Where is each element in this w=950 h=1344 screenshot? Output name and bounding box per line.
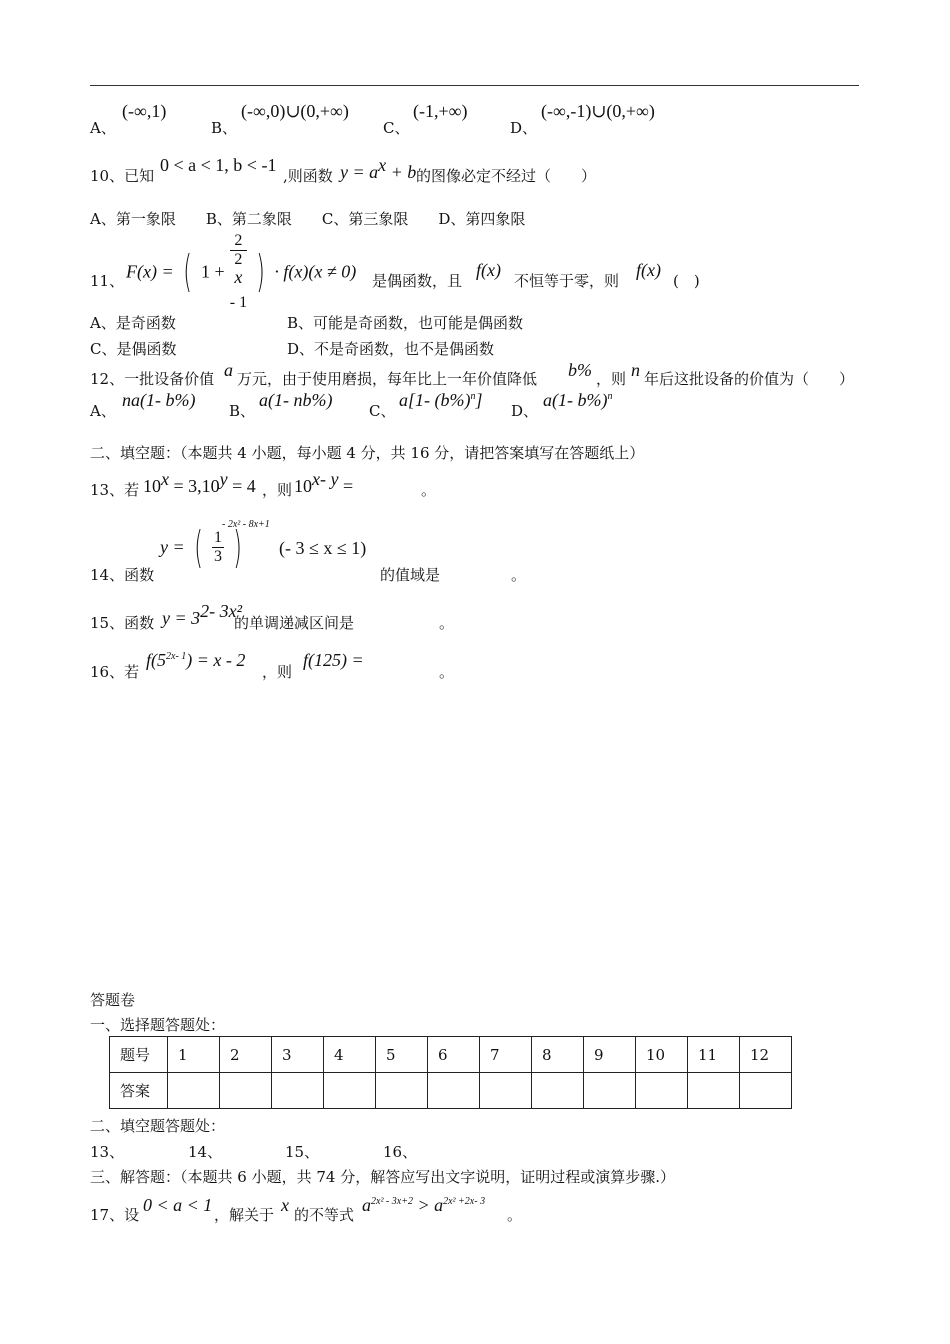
q9-a-value: (-∞,1)	[122, 101, 167, 121]
q10-num: 10、已知	[90, 167, 155, 185]
q11-option-b: B、可能是奇函数，也可能是偶函数	[287, 314, 524, 332]
answer-part-2: 二、填空题答题处：	[90, 1117, 226, 1135]
q11-num: 11、	[90, 272, 125, 290]
q14-formula: y = ( $\frac{1}{3}$ )	[160, 522, 242, 573]
answer-cell[interactable]	[168, 1073, 220, 1109]
answer-table-header-row	[110, 1037, 792, 1073]
answer-label: 答案	[110, 1073, 168, 1109]
blank-15: 15、	[285, 1143, 320, 1161]
q10-condition: 0 < a < 1, b < -1	[160, 155, 277, 175]
q13-end: 。	[421, 481, 437, 499]
question-number: 8	[532, 1037, 584, 1073]
q10-function: $y = a^x + b$	[340, 155, 417, 182]
header-label: 题号	[110, 1037, 168, 1073]
question-number: 10	[636, 1037, 688, 1073]
q17-text2: 的不等式	[294, 1206, 355, 1224]
answer-cell[interactable]	[636, 1073, 688, 1109]
answer-cell[interactable]	[220, 1073, 272, 1109]
q12-a-value: na(1- b%)	[122, 390, 196, 410]
q17-num: 17、设	[90, 1206, 140, 1224]
q16-condition: $f(5^{2x- 1}) = x - 2$	[146, 650, 246, 670]
q14-text: 的值域是	[380, 566, 441, 584]
q12-b-label: B、	[229, 402, 256, 420]
question-number: 2	[220, 1037, 272, 1073]
question-number: 7	[480, 1037, 532, 1073]
q9-d-value: (-∞,-1)∪(0,+∞)	[541, 101, 655, 121]
question-number: 11	[688, 1037, 740, 1073]
question-number: 4	[324, 1037, 376, 1073]
q13-condition: $10^x = 3,10^y = 4$	[143, 469, 256, 496]
q15-text: 的单调递减区间是	[234, 614, 355, 632]
q9-c-label: C、	[383, 119, 410, 137]
section-2-heading: 二、填空题：（本题共 4 小题，每小题 4 分，共 16 分，请把答案填写在答题纸上）	[90, 444, 645, 462]
q16-expr: f(125) =	[303, 650, 364, 670]
blank-14: 14、	[188, 1143, 223, 1161]
top-rule	[90, 85, 859, 86]
q9-c-value: (-1,+∞)	[413, 101, 468, 121]
q17-end: 。	[507, 1206, 523, 1224]
q16-num: 16、若	[90, 663, 140, 681]
answer-sheet-title: 答题卷	[90, 991, 136, 1009]
question-number: 3	[272, 1037, 324, 1073]
q14-exponent: - 2x² - 8x+1	[222, 519, 270, 530]
answer-cell[interactable]	[740, 1073, 792, 1109]
answer-cell[interactable]	[376, 1073, 428, 1109]
q12-a: a	[224, 360, 233, 380]
blank-16: 16、	[383, 1143, 418, 1161]
question-number: 9	[584, 1037, 636, 1073]
q13-num: 13、若	[90, 481, 140, 499]
q13-text: ，则	[262, 481, 293, 499]
q9-d-label: D、	[510, 119, 538, 137]
q11-formula: F(x) = ( 1 + 2 2 $^x$ - 1 ) · f(x)(x ≠ 0)	[126, 232, 357, 312]
q12-a-label: A、	[90, 402, 116, 420]
q14-range: (- 3 ≤ x ≤ 1)	[279, 538, 367, 558]
q10-options: A、第一象限 B、第二象限 C、第三象限 D、第四象限	[90, 210, 526, 228]
q17-text: ，解关于	[214, 1206, 275, 1224]
q12-n: n	[631, 360, 640, 380]
q15-expr: $y = 3^{2- 3x^2}$	[162, 601, 243, 628]
answer-cell[interactable]	[428, 1073, 480, 1109]
blank-13: 13、	[90, 1143, 125, 1161]
q13-expr: $10^{x- y}$ =	[294, 469, 354, 496]
q17-x: x	[281, 1195, 289, 1215]
q17-condition: 0 < a < 1	[143, 1195, 213, 1215]
q9-b-value: (-∞,0)∪(0,+∞)	[241, 101, 349, 121]
q11-option-a: A、是奇函数	[90, 314, 176, 332]
q11-paren: ( )	[673, 272, 700, 290]
q12-d-value: a(1- b%)$^n$	[543, 390, 613, 410]
q12-text4: 年后这批设备的价值为（ ）	[644, 370, 855, 388]
q12-b: b%	[568, 360, 592, 380]
question-number: 1	[168, 1037, 220, 1073]
q9-b-label: B、	[211, 119, 238, 137]
q12-d-label: D、	[511, 402, 539, 420]
q12-c-label: C、	[369, 402, 396, 420]
answer-cell[interactable]	[688, 1073, 740, 1109]
q17-inequality: $a^{2x^2 - 3x+2} > a^{2x^2 +2x- 3}$	[362, 1195, 486, 1215]
answer-part-3: 三、解答题：（本题共 6 小题，共 74 分，解答应写出文字说明，证明过程或演算步骤.）	[90, 1168, 675, 1186]
q12-text: 12、一批设备价值	[90, 370, 215, 388]
answer-cell[interactable]	[324, 1073, 376, 1109]
answer-part-1: 一、选择题答题处：	[90, 1016, 226, 1034]
q12-c-value: a[1- $(b\%)^n$]	[399, 390, 483, 410]
q11-text2: 不恒等于零，则	[514, 272, 620, 290]
q11-option-d: D、不是奇函数，也不是偶函数	[287, 340, 495, 358]
question-number: 5	[376, 1037, 428, 1073]
answer-cell[interactable]	[584, 1073, 636, 1109]
q12-b-value: a(1- nb%)	[259, 390, 333, 410]
answer-cell[interactable]	[272, 1073, 324, 1109]
question-number: 12	[740, 1037, 792, 1073]
q15-num: 15、函数	[90, 614, 155, 632]
q11-fx2: f(x)	[636, 260, 661, 280]
answer-cell[interactable]	[532, 1073, 584, 1109]
q10-mid: ,则函数	[283, 167, 333, 185]
answer-cell[interactable]	[480, 1073, 532, 1109]
q15-end: 。	[439, 614, 455, 632]
q11-fx: f(x)	[476, 260, 501, 280]
q12-text2: 万元，由于使用磨损，每年比上一年价值降低	[237, 370, 538, 388]
q14-end: 。	[511, 566, 527, 584]
q16-text: ，则	[262, 663, 293, 681]
question-number: 6	[428, 1037, 480, 1073]
q16-end: 。	[439, 663, 455, 681]
q11-option-c: C、是偶函数	[90, 340, 177, 358]
q14-num: 14、函数	[90, 566, 155, 584]
q11-text1: 是偶函数，且	[372, 272, 463, 290]
q12-text3: ，则	[596, 370, 627, 388]
q10-tail: 的图像必定不经过（ ）	[416, 167, 597, 185]
answer-table-answer-row	[110, 1073, 792, 1109]
q9-a-label: A、	[90, 119, 116, 137]
answer-table	[109, 1036, 792, 1109]
